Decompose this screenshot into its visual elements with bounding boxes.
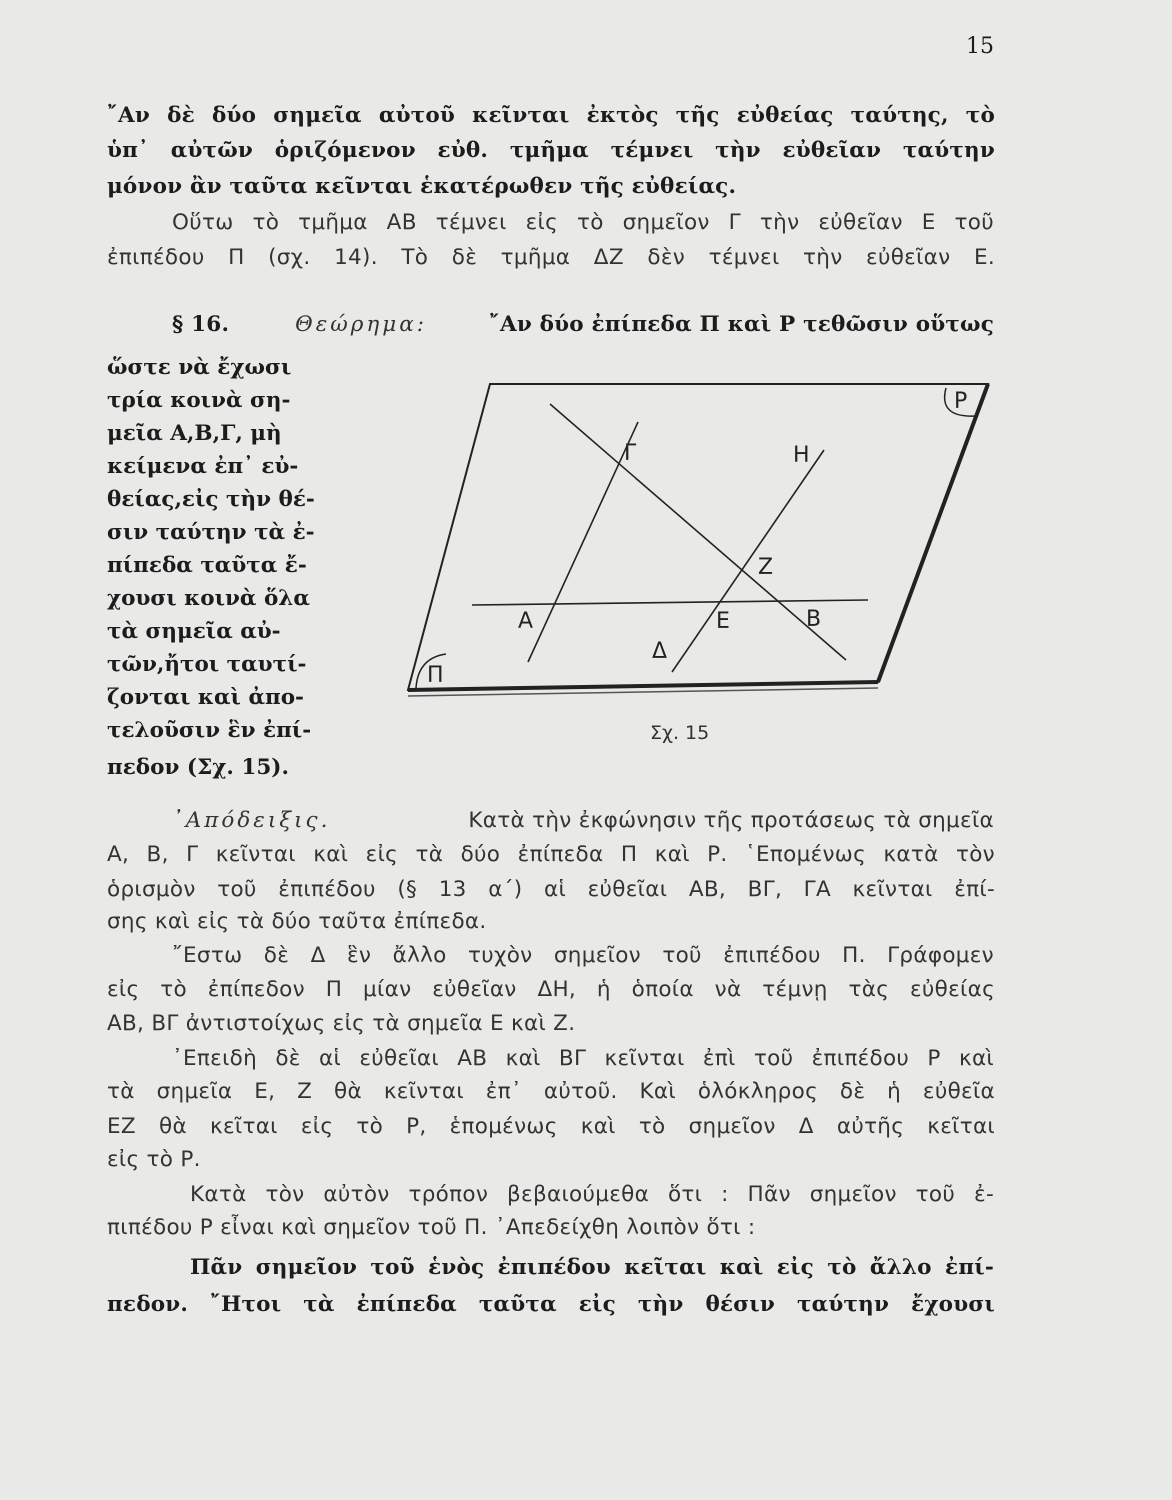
theorem-side-2: τρία κοινὰ ση- bbox=[107, 388, 291, 413]
theorem-side-6: σιν ταύτην τὰ ἐ- bbox=[107, 520, 315, 545]
figure-caption: Σχ. 15 bbox=[650, 722, 710, 744]
proof-line-2: ὁρισμὸν τοῦ ἐπιπέδου (§ 13 α΄) αἱ εὐθεῖαι ΑΒ, ΒΓ, ΓΑ κεῖνται ἐπί- bbox=[107, 877, 995, 902]
theorem-side-9: τὰ σημεῖα αὐ- bbox=[107, 619, 281, 644]
example-line-2: ἐπιπέδου Π (σχ. 14). Τὸ δὲ τμῆμα ΔΖ δὲν τέμνει τὴν εὐθεῖαν Ε. bbox=[107, 245, 995, 270]
proof-line-4: ῎Εστω δὲ Δ ἓν ἄλλο τυχὸν σημεῖον τοῦ ἐπιπέδου Π. Γράφομεν bbox=[172, 943, 994, 968]
label-gamma: Γ bbox=[624, 441, 637, 466]
proof-first-line bbox=[172, 806, 994, 836]
plane-outline bbox=[408, 384, 988, 690]
theorem-side-3: μεῖα Α,Β,Γ, μὴ bbox=[107, 421, 282, 446]
proof-line-9: ΕΖ θὰ κεῖται εἰς τὸ Ρ, ἑπομένως καὶ τὸ σημεῖον Δ αὐτῆς κεῖται bbox=[107, 1114, 995, 1139]
theorem-side-12: τελοῦσιν ἓν ἐπί- bbox=[107, 718, 312, 743]
theorem-side-10: τῶν,ἤτοι ταυτί- bbox=[107, 652, 307, 677]
theorem-first-line: ῎Αν δύο ἐπίπεδα Π καὶ Ρ τεθῶσιν οὕτως bbox=[489, 312, 994, 337]
proof-line-3: σης καὶ εἰς τὰ δύο ταῦτα ἐπίπεδα. bbox=[107, 909, 487, 934]
theorem-side-4: κείμενα ἐπ᾽ εὐ- bbox=[107, 454, 299, 479]
label-alpha: Α bbox=[518, 609, 534, 634]
label-eta: Η bbox=[793, 443, 810, 468]
page-number: 15 bbox=[966, 34, 994, 59]
line-delta-h bbox=[672, 450, 824, 672]
proof-line-8: τὰ σημεῖα Ε, Ζ θὰ κεῖνται ἐπ᾽ αὐτοῦ. Καὶ ὁλόκληρος δὲ ἡ εὐθεῖα bbox=[107, 1079, 995, 1104]
intro-line-1: ῎Αν δὲ δύο σημεῖα αὐτοῦ κεῖνται ἐκτὸς τῆς εὐθείας ταύτης, τὸ bbox=[107, 103, 995, 128]
proof-line-6: ΑΒ, ΒΓ ἀντιστοίχως εἰς τὰ σημεῖα Ε καὶ Ζ. bbox=[107, 1011, 576, 1036]
theorem-side-13: πεδον (Σχ. 15). bbox=[107, 755, 289, 780]
theorem-section: § 16. bbox=[172, 312, 230, 337]
proof-line-11: Κατὰ τὸν αὐτὸν τρόπον βεβαιούμεθα ὅτι : Πᾶν σημεῖον τοῦ ἐ- bbox=[190, 1182, 994, 1207]
proof-first-line-text: Κατὰ τὴν ἐκφώνησιν τῆς προτάσεως τὰ σημεῖα bbox=[468, 808, 994, 833]
conclusion-line-1: Πᾶν σημεῖον τοῦ ἑνὸς ἐπιπέδου κεῖται καὶ εἰς τὸ ἄλλο ἐπί- bbox=[190, 1255, 994, 1280]
theorem-side-5: θείας,εἰς τὴν θέ- bbox=[107, 487, 315, 512]
figure-15-planes bbox=[400, 378, 1000, 698]
label-plane-p: Ρ bbox=[954, 389, 968, 414]
proof-line-10: εἰς τὸ Ρ. bbox=[107, 1147, 201, 1172]
intro-line-2: ὑπ᾽ αὐτῶν ὁριζόμενον εὐθ. τμῆμα τέμνει τὴν εὐθεῖαν ταύτην bbox=[107, 138, 995, 163]
proof-heading: ᾽Απόδειξις. bbox=[172, 808, 331, 833]
proof-line-12: πιπέδου Ρ εἶναι καὶ σημεῖον τοῦ Π. ᾽Απεδείχθη λοιπὸν ὅτι : bbox=[107, 1215, 756, 1240]
conclusion-line-2: πεδον. ῎Ητοι τὰ ἐπίπεδα ταῦτα εἰς τὴν θέσιν ταύτην ἔχουσι bbox=[107, 1292, 995, 1317]
label-epsilon: Ε bbox=[716, 609, 730, 634]
intro-line-3: μόνον ἂν ταῦτα κεῖνται ἑκατέρωθεν τῆς εὐθείας. bbox=[107, 174, 737, 199]
theorem-heading bbox=[172, 310, 994, 340]
line-ab bbox=[472, 600, 868, 605]
line-a-gamma bbox=[528, 422, 638, 662]
proof-line-1: Α, Β, Γ κεῖνται καὶ εἰς τὰ δύο ἐπίπεδα Π καὶ Ρ. ῾Επομένως κατὰ τὸν bbox=[107, 842, 995, 867]
theorem-side-1: ὥστε νὰ ἔχωσι bbox=[107, 355, 292, 380]
proof-line-5: εἰς τὸ ἐπίπεδον Π μίαν εὐθεῖαν ΔΗ, ἡ ὁποία νὰ τέμνῃ τὰς εὐθείας bbox=[107, 977, 995, 1002]
label-beta: Β bbox=[806, 607, 822, 632]
theorem-label: Θεώρημα: bbox=[295, 312, 428, 337]
label-plane-pi: Π bbox=[427, 663, 444, 688]
plane-right-edge bbox=[878, 384, 988, 682]
label-delta: Δ bbox=[652, 639, 668, 664]
proof-line-7: ᾽Επειδὴ δὲ αἱ εὐθεῖαι ΑΒ καὶ ΒΓ κεῖνται ἐπὶ τοῦ ἐπιπέδου Ρ καὶ bbox=[172, 1046, 994, 1071]
label-zeta: Ζ bbox=[758, 555, 774, 580]
example-line-1: Οὕτω τὸ τμῆμα ΑΒ τέμνει εἰς τὸ σημεῖον Γ τὴν εὐθεῖαν Ε τοῦ bbox=[172, 210, 994, 235]
theorem-side-8: χουσι κοινὰ ὅλα bbox=[107, 586, 310, 611]
theorem-side-11: ζονται καὶ ἀπο- bbox=[107, 685, 304, 710]
theorem-side-7: πίπεδα ταῦτα ἔ- bbox=[107, 553, 307, 578]
